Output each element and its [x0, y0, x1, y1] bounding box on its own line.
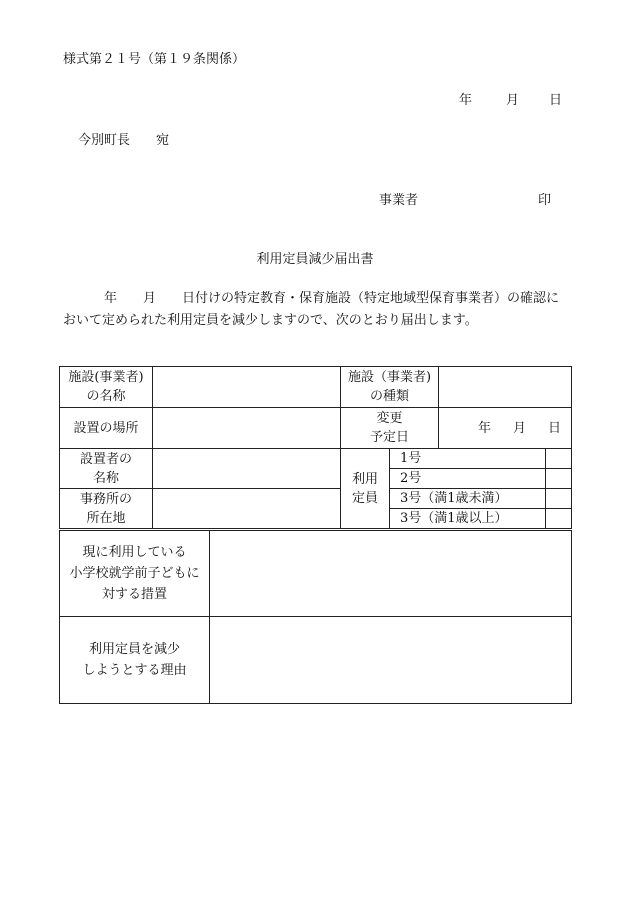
capacity-3b-label: 3号（満1歳以上）: [390, 509, 546, 529]
seal-mark: 印: [537, 193, 551, 208]
measures-field[interactable]: [210, 531, 572, 617]
capacity-3b-field[interactable]: [546, 509, 572, 529]
business-signature-line: [379, 189, 551, 208]
capacity-label: 利用 定員: [341, 449, 390, 529]
capacity-1-label: 1号: [390, 449, 546, 469]
facility-type-field[interactable]: [439, 367, 572, 408]
facility-type-label: 施設（事業者) の種類: [341, 367, 439, 408]
founder-name-field[interactable]: [153, 449, 341, 489]
business-label: 事業者: [379, 193, 419, 208]
date-month-label: 月: [505, 93, 519, 108]
date-day-label: 日: [548, 93, 562, 108]
measures-label: 現に利用している 小学校就学前子どもに 対する措置: [60, 531, 210, 617]
facility-name-field[interactable]: [153, 367, 341, 408]
facility-name-label: 施設(事業者) の名称: [60, 367, 153, 408]
location-label: 設置の場所: [60, 408, 153, 449]
location-field[interactable]: [153, 408, 341, 449]
document-title: 利用定員減少届出書: [256, 252, 374, 267]
office-location-field[interactable]: [153, 489, 341, 529]
date-year-label: 年: [458, 93, 472, 108]
body-text: 年 月 日付けの特定教育・保育施設（特定地域型保育事業者）の確認において定められた利用定員を減少しますので、次のとおり届出します。: [63, 291, 560, 328]
capacity-2-field[interactable]: [546, 469, 572, 489]
office-location-label: 事務所の 所在地: [60, 489, 153, 529]
measures-reason-table: [59, 530, 572, 704]
change-date-label: 変更 予定日: [341, 408, 439, 449]
capacity-3a-field[interactable]: [546, 489, 572, 509]
capacity-3a-label: 3号（満1歳未満）: [390, 489, 546, 509]
submission-date: [459, 89, 562, 108]
addressee: [78, 129, 169, 148]
body-paragraph: [63, 288, 571, 332]
reason-field[interactable]: [210, 617, 572, 704]
reason-label: 利用定員を減少 しようとする理由: [60, 617, 210, 704]
capacity-1-field[interactable]: [546, 449, 572, 469]
change-date-field[interactable]: 年 月 日: [439, 408, 572, 449]
founder-name-label: 設置者の 名称: [60, 449, 153, 489]
addressee-name: 今別町長: [78, 133, 131, 148]
addressee-honorific: 宛: [156, 133, 170, 148]
form-number: 様式第２１号（第１９条関係）: [63, 52, 246, 67]
facility-info-table: [59, 366, 572, 529]
capacity-2-label: 2号: [390, 469, 546, 489]
